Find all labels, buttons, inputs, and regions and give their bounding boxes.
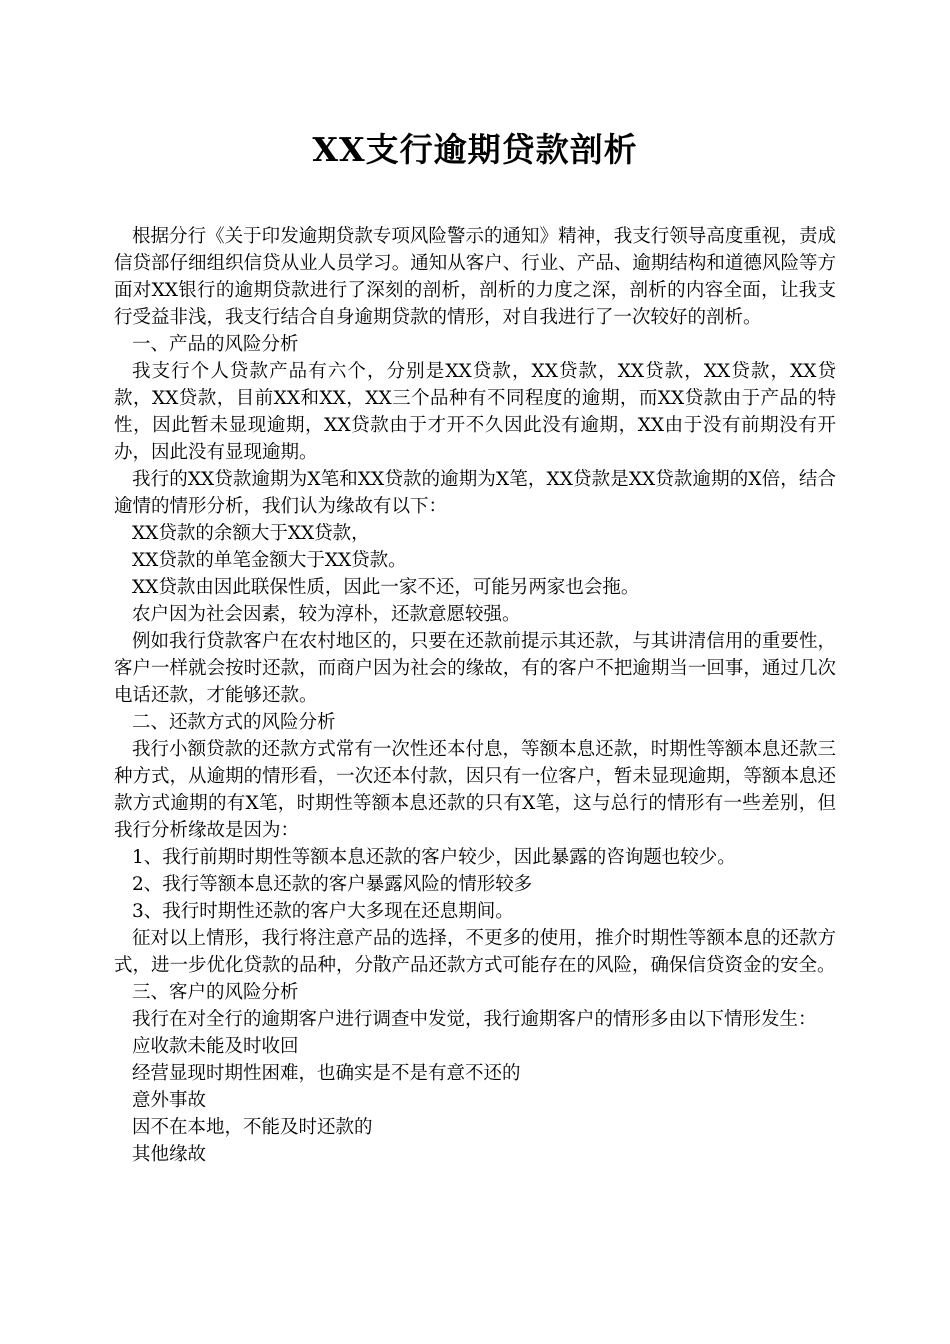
paragraph: 我行在对全行的逾期客户进行调查中发觉，我行逾期客户的情形多由以下情形发生： xyxy=(132,1009,817,1030)
list-item: XX贷款的单笔金额大于XX贷款。 xyxy=(132,550,407,571)
list-item: XX贷款由因此联保性质，因此一家不还，可能另两家也会拖。 xyxy=(132,577,640,598)
list-item: 2、我行等额本息还款的客户暴露风险的情形较多 xyxy=(132,874,533,895)
paragraph-intro: 根据分行《关于印发逾期贷款专项风险警示的通知》精神，我支行领导高度重视，责成信贷部仔细组织信贷从业人员学习。通知从客户、行业、产品、逾期结构和道德风险等方面对XX银行的逾期贷款进行了深刻的剖析，剖析的力度之深，剖析的内容全面，让我支行受益非浅，我支行结合自身逾期贷款的情形，对自我进行了一次较好的剖析。 xyxy=(114,226,836,328)
list-item: 农户因为社会因素，较为淳朴，还款意愿较强。 xyxy=(132,604,521,625)
paragraph: 我支行个人贷款产品有六个，分别是XX贷款，XX贷款，XX贷款，XX贷款，XX贷款，XX贷款，目前XX和XX，XX三个品种有不同程度的逾期，而XX贷款由于产品的特性，因此暂未显现逾期，XX贷款由于才开不久因此没有逾期，XX由于没有前期没有开办，因此没有显现逾期。 xyxy=(114,361,836,463)
paragraph: 我行小额贷款的还款方式常有一次性还本付息，等额本息还款，时期性等额本息还款三种方式，从逾期的情形看，一次还本付款，因只有一位客户，暂未显现逾期，等额本息还款方式逾期的有X笔，时期性等额本息还款的只有X笔，这与总行的情形有一些差别，但我行分析缘故是因为： xyxy=(114,739,836,841)
paragraph: 我行的XX贷款逾期为X笔和XX贷款的逾期为X笔，XX贷款是XX贷款逾期的X倍，结合逾情的情形分析，我们认为缘故有以下： xyxy=(114,469,836,517)
section-heading-product-risk: 一、产品的风险分析 xyxy=(132,334,299,355)
list-item: 因不在本地，不能及时还款的 xyxy=(132,1117,373,1138)
list-item: 1、我行前期时期性等额本息还款的客户较少，因此暴露的咨询题也较少。 xyxy=(132,847,736,868)
document-title: XX支行逾期贷款剖析 xyxy=(312,130,638,169)
list-item: 应收款未能及时收回 xyxy=(132,1036,299,1057)
document-body xyxy=(114,223,836,1168)
section-heading-repayment-risk: 二、还款方式的风险分析 xyxy=(132,712,336,733)
list-item: 3、我行时期性还款的客户大多现在还息期间。 xyxy=(132,901,514,922)
list-item: 经营显现时期性困难，也确实是不是有意不还的 xyxy=(132,1063,521,1084)
list-item: XX贷款的余额大于XX贷款， xyxy=(132,523,370,544)
paragraph: 例如我行贷款客户在农村地区的，只要在还款前提示其还款，与其讲清信用的重要性，客户一样就会按时还款，而商户因为社会的缘故，有的客户不把逾期当一回事，通过几次电话还款，才能够还款。 xyxy=(114,631,836,706)
list-item: 意外事故 xyxy=(132,1090,207,1111)
paragraph: 征对以上情形，我行将注意产品的选择，不更多的使用，推介时期性等额本息的还款方式，进一步优化贷款的品种，分散产品还款方式可能存在的风险，确保信贷资金的安全。 xyxy=(114,928,836,976)
list-item: 其他缘故 xyxy=(132,1144,207,1165)
section-heading-customer-risk: 三、客户的风险分析 xyxy=(132,982,299,1003)
